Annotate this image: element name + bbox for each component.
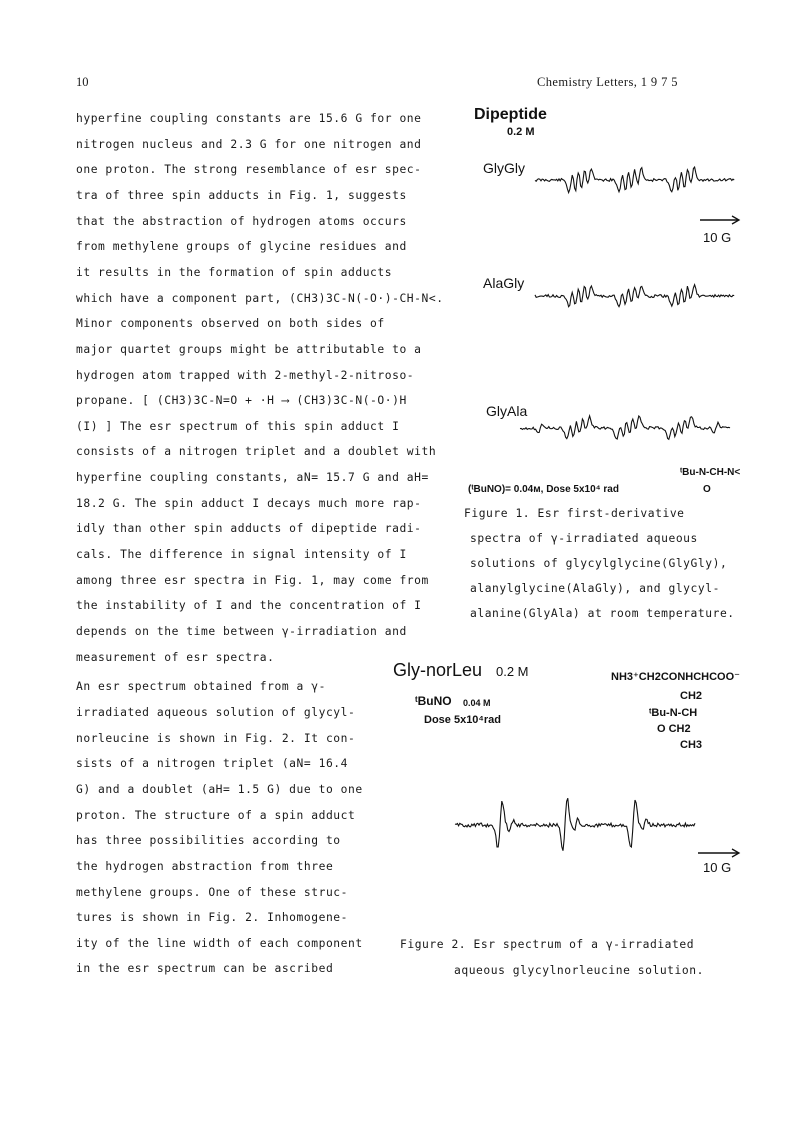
body-text-line: consists of a nitrogen triplet and a doublet with [76,445,437,459]
body-text-line: has three possibilities according to [76,834,341,848]
fig2-dose: Dose 5x10⁴rad [424,714,501,726]
page-number: 10 [76,75,89,89]
fig1-spectrum-glygly [535,110,775,230]
fig1-title: Dipeptide [474,106,547,123]
fig1-caption-line-1: Figure 1. Esr first-derivative [464,507,685,520]
body-text-line: ity of the line width of each component [76,936,363,950]
fig1-label-glyala: GlyAla [486,403,528,419]
fig1-caption-line-5: alanine(GlyAla) at room temperature. [470,607,735,620]
body-text-line: idly than other spin adducts of dipeptide radi- [76,522,422,536]
body-text-line: depends on the time between γ-irradiation and [76,625,407,638]
body-text-line: Minor components observed on both sides of [76,317,385,331]
body-text-line: G) and a doublet (aH= 1.5 G) due to one [76,782,363,796]
body-text-line: 18.2 G. The spin adduct I decays much more rap- [76,496,422,510]
body-text-line: propane. [ (CH3)3C-N=O + ·H ⟶ (CH3)3C-N(-O·)H [76,394,407,408]
fig2-caption-line-2: aqueous glycylnorleucine solution. [454,964,704,977]
body-text-line: tures is shown in Fig. 2. Inhomogene- [76,911,348,925]
body-text-line: An esr spectrum obtained from a γ- [76,680,326,694]
body-text-line: the instability of I and the concentration of I [76,599,422,613]
body-text-line: major quartet groups might be attributable to a [76,342,422,356]
fig2-structure-line-5: CH3 [680,739,703,751]
fig1-caption-line-4: alanylglycine(AlaGly), and glycyl- [470,582,720,595]
fig2-structure-line-2: CH2 [680,690,703,702]
body-text-line: one proton. The strong resemblance of esr spec- [76,163,422,177]
body-text-line: that the abstraction of hydrogen atoms occurs [76,214,407,228]
body-text-line: it results in the formation of spin adducts [76,265,393,279]
fig1-adduct-oxygen: O [703,484,711,495]
body-text-line: from methylene groups of glycine residues and [76,240,407,254]
fig2-structure-line-1: NH3⁺CH2CONHCHCOO⁻ [611,671,740,683]
fig2-reagent: ᵗBuNO [415,694,452,708]
body-text-line: irradiated aqueous solution of glycyl- [76,705,356,719]
body-text-line: hyperfine coupling constants are 15.6 G for one [76,112,422,125]
fig1-label-glygly: GlyGly [483,160,525,176]
fig2-structure-line-3: ᵗBu-N-CH [649,707,698,719]
body-text-line: cals. The difference in signal intensity of I [76,548,407,562]
body-text-line: methylene groups. One of these struc- [76,885,348,899]
body-text-line: sists of a nitrogen triplet (aN= 16.4 [76,757,348,771]
body-text-line: nitrogen nucleus and 2.3 G for one nitrogen and [76,137,422,151]
body-text-line: tra of three spin adducts in Fig. 1, suggests [76,188,407,202]
fig2-reagent-conc: 0.04 M [463,698,491,708]
body-text-line: the hydrogen abstraction from three [76,859,334,873]
fig2-spectrum [455,745,695,885]
fig2-scale-label: 10 G [703,860,732,875]
fig1-caption-line-2: spectra of γ-irradiated aqueous [470,532,698,545]
journal-name: Chemistry Letters, 1 9 7 5 [537,75,678,89]
fig1-scale-arrow [698,214,742,226]
fig1-scale-label: 10 G [703,230,732,245]
body-text-line: measurement of esr spectra. [76,650,275,664]
fig1-caption-line-3: solutions of glycylglycine(GlyGly), [470,557,728,570]
body-text-line: in the esr spectrum can be ascribed [76,962,334,976]
fig1-conditions: (ᵗBuNO)= 0.04ᴍ, Dose 5x10⁴ rad [468,484,619,495]
fig1-concentration: 0.2 M [507,126,535,138]
body-text-line: hyperfine coupling constants, aN= 15.7 G and aH= [76,471,429,485]
fig2-structure-line-4: O CH2 [657,723,691,735]
fig2-caption-line-1: Figure 2. Esr spectrum of a γ-irradiated [400,938,695,951]
body-text-line: norleucine is shown in Fig. 2. It con- [76,731,356,745]
fig1-adduct-structure: ᵗBu-N-CH-N< [680,467,741,478]
fig1-spectrum-alagly [535,236,775,356]
fig2-concentration: 0.2 M [496,664,529,679]
body-text-line: (I) ] The esr spectrum of this spin adduct I [76,419,400,433]
fig2-title: Gly-norLeu [393,660,483,680]
body-text-line: among three esr spectra in Fig. 1, may come from [76,573,429,587]
fig2-scale-arrow [696,847,742,859]
body-text-line: which have a component part, (CH3)3C-N(-O·)-CH-N<. [76,291,444,305]
body-text-line: hydrogen atom trapped with 2-methyl-2-nitroso- [76,368,415,382]
fig1-label-alagly: AlaGly [483,275,525,291]
fig1-spectrum-glyala [520,368,760,498]
body-text-line: proton. The structure of a spin adduct [76,808,356,822]
